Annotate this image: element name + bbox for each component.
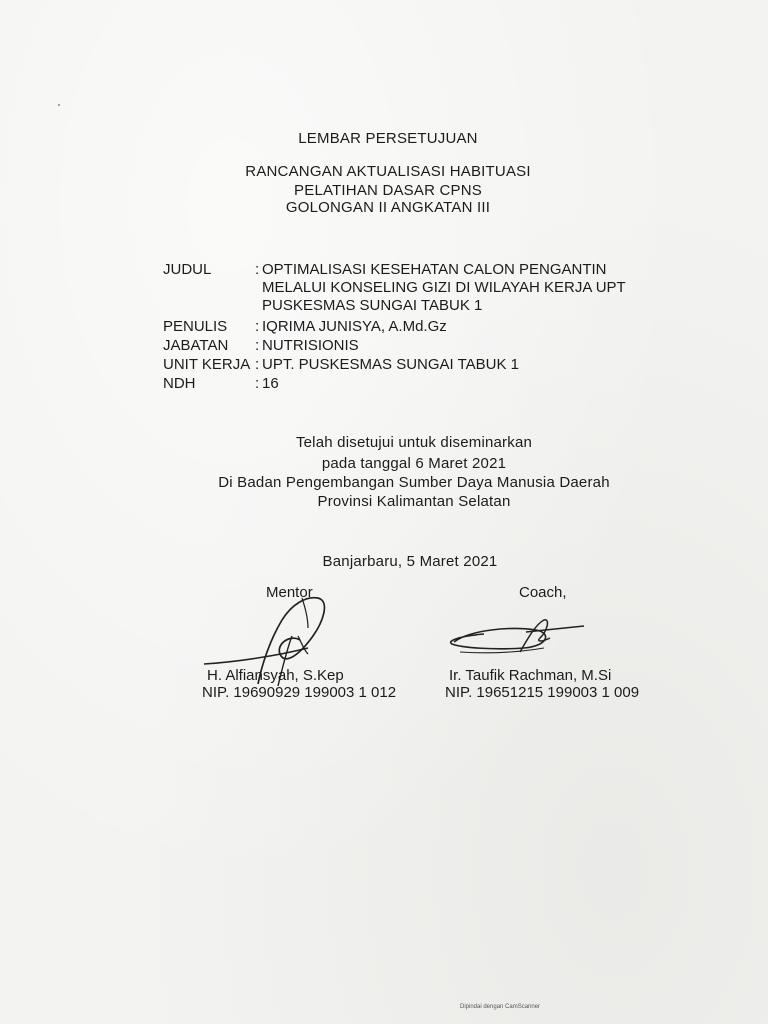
field-label: NDH xyxy=(163,375,196,392)
field-separator: : xyxy=(255,318,260,335)
scan-speck xyxy=(58,104,60,106)
document-title: LEMBAR PERSETUJUAN xyxy=(298,130,478,147)
place-date: Banjarbaru, 5 Maret 2021 xyxy=(322,553,498,570)
field-value: OPTIMALISASI KESEHATAN CALON PENGANTIN xyxy=(262,261,607,278)
coach-role: Coach, xyxy=(519,584,567,601)
coach-nip: NIP. 19651215 199003 1 009 xyxy=(445,684,640,701)
subtitle-line-2: PELATIHAN DASAR CPNS xyxy=(294,182,482,199)
approval-line-2: pada tanggal 6 Maret 2021 xyxy=(321,455,507,472)
field-value: MELALUI KONSELING GIZI DI WILAYAH KERJA UPT xyxy=(262,279,626,296)
field-value: IQRIMA JUNISYA, A.Md.Gz xyxy=(262,318,447,335)
subtitle-line-1: RANCANGAN AKTUALISASI HABITUASI xyxy=(245,163,531,180)
field-separator: : xyxy=(255,337,260,354)
field-separator: : xyxy=(255,261,260,278)
field-label: UNIT KERJA xyxy=(163,356,251,373)
mentor-name: H. Alfiansyah, S.Kep xyxy=(207,667,344,684)
mentor-role: Mentor xyxy=(266,584,313,601)
field-label: PENULIS xyxy=(163,318,228,335)
approval-line-3: Di Badan Pengembangan Sumber Daya Manusia Daerah xyxy=(218,474,610,491)
coach-signature-icon xyxy=(440,612,590,662)
field-label: JUDUL xyxy=(163,261,212,278)
field-separator: : xyxy=(255,375,260,392)
field-value: NUTRISIONIS xyxy=(262,337,359,354)
subtitle-line-3: GOLONGAN II ANGKATAN III xyxy=(285,199,491,216)
approval-line-4: Provinsi Kalimantan Selatan xyxy=(317,493,511,510)
scanner-watermark: Dipindai dengan CamScanner xyxy=(460,1004,541,1010)
field-value: UPT. PUSKESMAS SUNGAI TABUK 1 xyxy=(262,356,520,373)
approval-line-1: Telah disetujui untuk diseminarkan xyxy=(295,434,533,451)
field-value: PUSKESMAS SUNGAI TABUK 1 xyxy=(262,297,483,314)
coach-name: Ir. Taufik Rachman, M.Si xyxy=(449,667,612,684)
field-value: 16 xyxy=(262,375,279,392)
field-label: JABATAN xyxy=(163,337,229,354)
mentor-nip: NIP. 19690929 199003 1 012 xyxy=(202,684,397,701)
field-separator: : xyxy=(255,356,260,373)
